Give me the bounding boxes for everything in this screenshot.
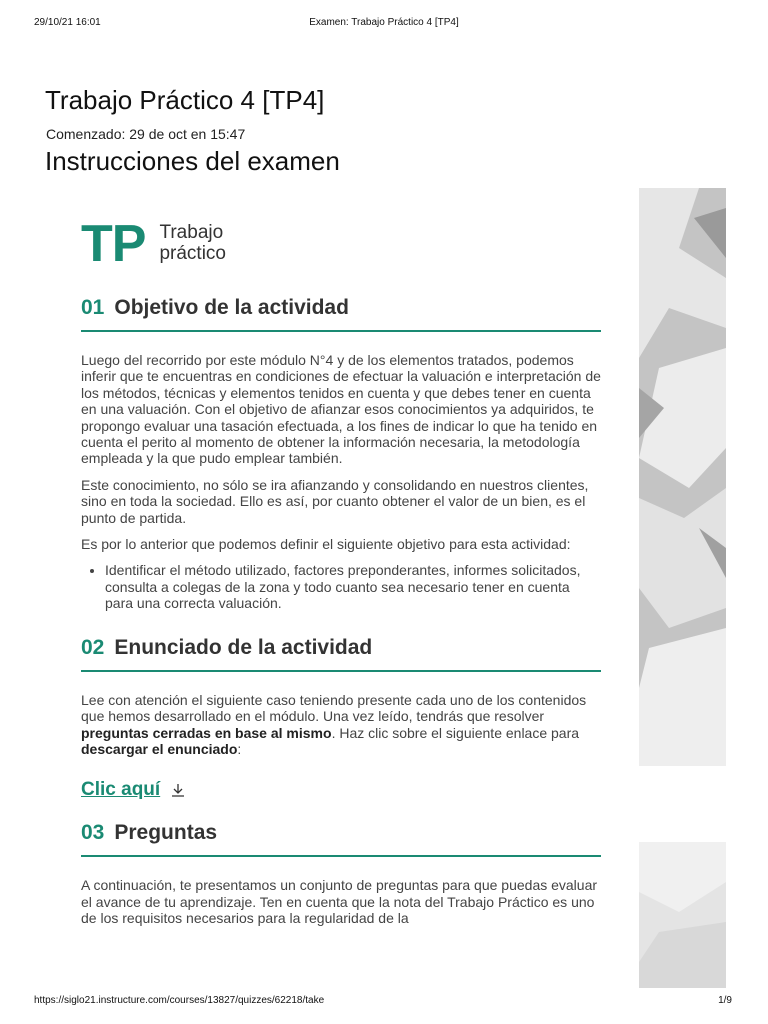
decorative-banner-image-lower	[639, 842, 726, 988]
quiz-started-date: Comenzado: 29 de oct en 15:47	[46, 126, 246, 142]
list-item: • Identificar el método utilizado, factores preponderantes, informes solicitados, consulta a colegas de la zona y todo cuanto sea necesario tener en cuenta para una correcta valuación.	[105, 562, 601, 611]
section-title: Preguntas	[114, 821, 218, 845]
paragraph: Es por lo anterior que podemos definir el siguiente objetivo para esta actividad:	[81, 536, 571, 553]
paragraph	[81, 692, 601, 758]
text-run: Lee con atención el siguiente caso teniendo presente cada uno de los contenidos que hemos desarrollado en el módulo. Una vez leído, tendrás que resolver	[81, 691, 587, 725]
section-title: Enunciado de la actividad	[114, 635, 373, 659]
paragraph: Luego del recorrido por este módulo N°4 y de los elementos tratados, podemos inferir que te encuentras en condiciones de efectuar la valuación e interpretación de los métodos, técnicas y elementos tenidos en cuenta y que debes tener en cuenta en una valuación. Con el objetivo de afianzar esos conocimientos ya adquiridos, te propongo evaluar una tasación efectuada, a los fines de indicar lo que ha tenido en cuenta el perito al momento de obtener la información necesaria, la metodología empleada y la que pudo emplear también.	[81, 352, 601, 467]
section-header	[81, 636, 601, 672]
paragraph: Este conocimiento, no sólo se ira afianzando y consolidando en nuestros clientes, sino en toda la sociedad. Ello es así, por cuanto obtener el valor de un bien, es el punto de partida.	[81, 476, 589, 526]
paragraph: A continuación, te presentamos un conjunto de preguntas para que puedas evaluar el avance de tu aprendizaje. Ten en cuenta que la nota del Trabajo Práctico es uno de los requisitos necesarios para la regularidad de la	[81, 877, 598, 927]
section-number: 01	[81, 296, 105, 319]
print-url: https://siglo21.instructure.com/courses/13827/quizzes/62218/take	[34, 995, 325, 1006]
section-number: 03	[81, 821, 105, 845]
text-run: . Haz clic sobre el siguiente enlace para	[331, 724, 580, 741]
section-enunciado	[81, 636, 601, 802]
section-objetivo	[81, 296, 601, 612]
print-datetime: 29/10/21 16:01	[34, 17, 101, 28]
section-number: 02	[81, 635, 105, 659]
decorative-banner-image	[639, 188, 726, 766]
paragraph-clip	[81, 877, 601, 933]
tp-logo-mark: TP	[81, 215, 146, 273]
tp-logo-line2: práctico	[159, 243, 226, 264]
tp-logo-line1: Trabajo	[159, 222, 224, 244]
text-run: :	[237, 740, 242, 757]
tp-logo	[81, 208, 601, 280]
download-statement-link[interactable]: Clic aquí	[81, 779, 161, 801]
download-link-row	[81, 779, 601, 801]
section-title: Objetivo de la actividad	[114, 296, 349, 319]
tp-logo-text	[159, 223, 226, 265]
objective-list	[81, 562, 601, 611]
download-icon[interactable]	[170, 782, 186, 798]
section-preguntas	[81, 821, 601, 933]
section-header	[81, 821, 601, 857]
section-header	[81, 296, 601, 332]
instructions-heading: Instrucciones del examen	[45, 146, 340, 176]
print-page-number: 1/9	[718, 995, 732, 1006]
instructions-content	[81, 208, 601, 933]
bold-text: preguntas cerradas en base al mismo	[81, 724, 332, 741]
bold-text: descargar el enunciado	[81, 740, 238, 757]
print-document-title: Examen: Trabajo Práctico 4 [TP4]	[309, 17, 459, 28]
quiz-title: Trabajo Práctico 4 [TP4]	[45, 85, 325, 115]
